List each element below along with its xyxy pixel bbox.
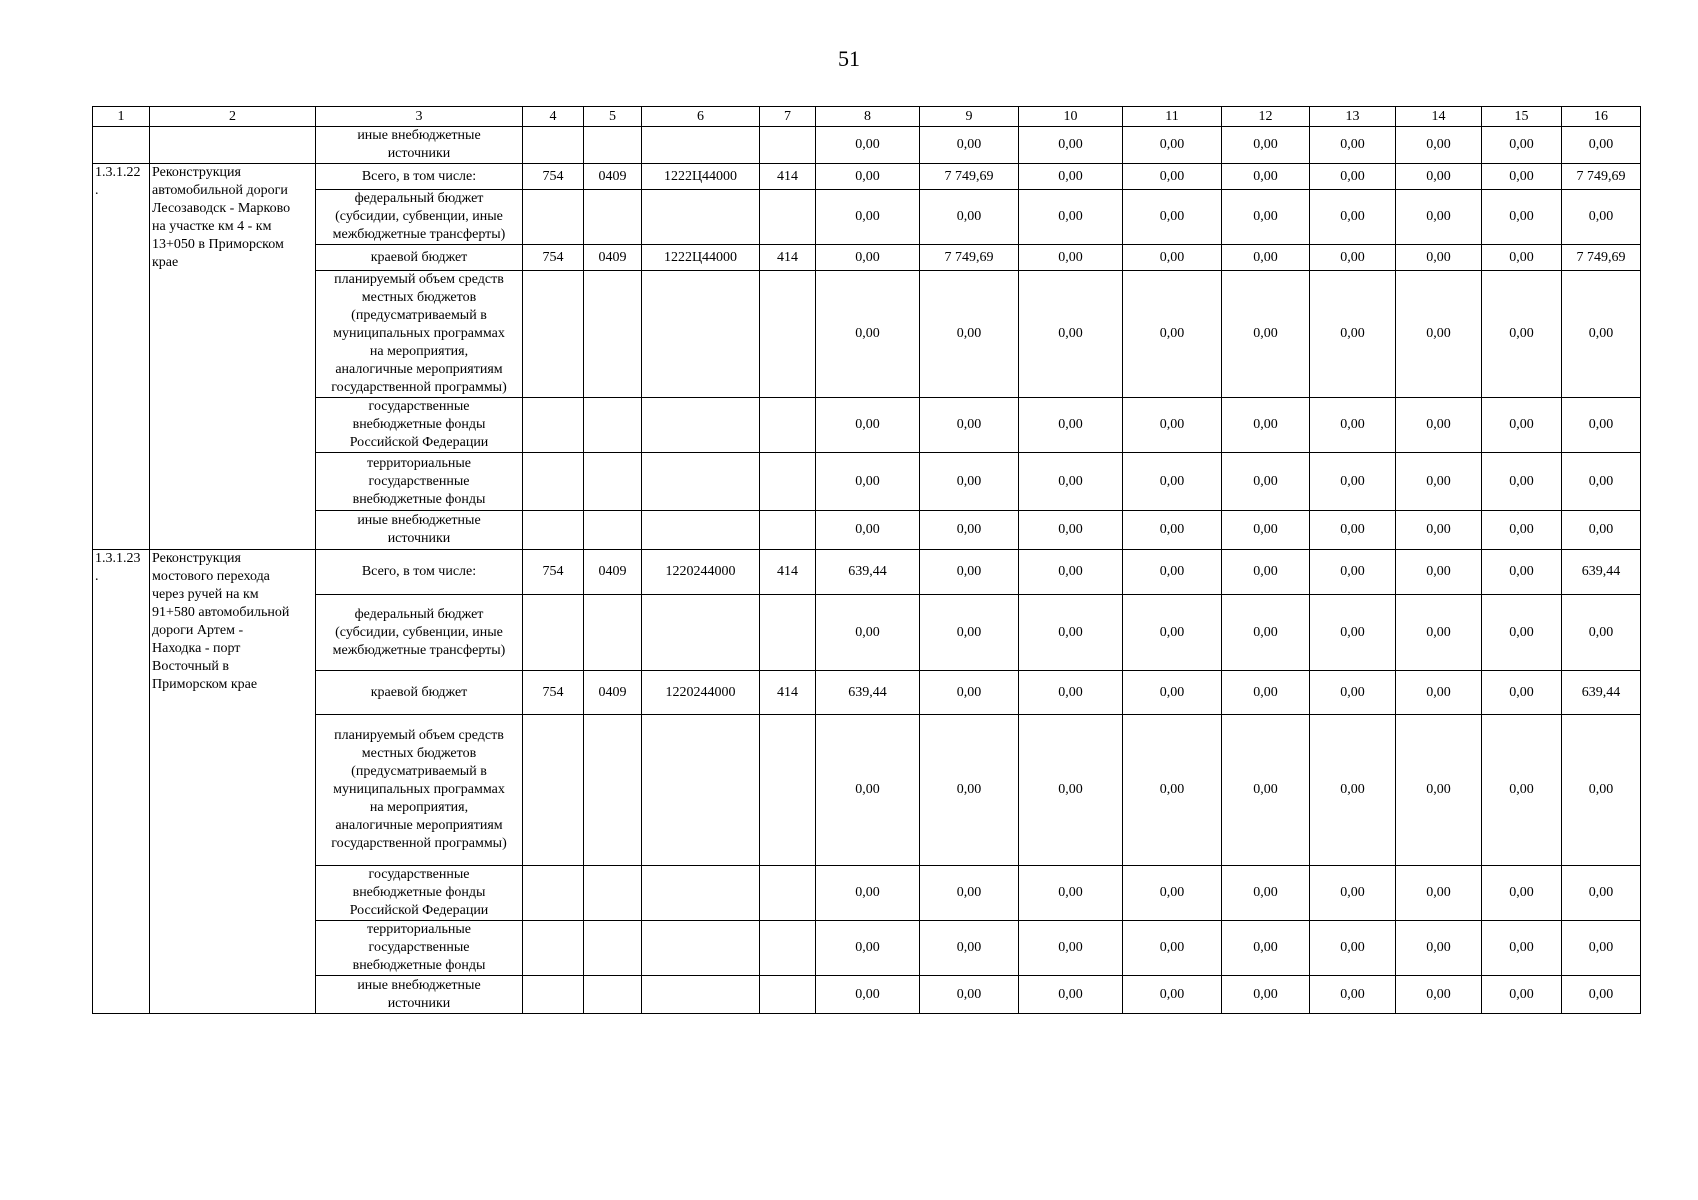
value-cell: 0,00 bbox=[1396, 866, 1482, 921]
value-cell: 0,00 bbox=[1123, 190, 1222, 245]
value-cell: 0,00 bbox=[1222, 271, 1310, 398]
value-cell: 0,00 bbox=[816, 245, 920, 271]
value-cell: 0,00 bbox=[1482, 671, 1562, 715]
source-cell: территориальные государственные внебюджетные фонды bbox=[316, 453, 523, 511]
value-cell: 0,00 bbox=[1019, 127, 1123, 164]
value-cell: 0,00 bbox=[1019, 245, 1123, 271]
source-cell: государственные внебюджетные фонды Российской Федерации bbox=[316, 398, 523, 453]
table-row bbox=[93, 671, 1641, 715]
value-cell: 0,00 bbox=[816, 164, 920, 190]
value-cell: 0,00 bbox=[1482, 550, 1562, 595]
code-column-cell: 1222Ц44000 bbox=[642, 245, 760, 271]
value-cell: 0,00 bbox=[1123, 866, 1222, 921]
code-column-cell bbox=[760, 976, 816, 1014]
measure-code: 1.3.1.22 . bbox=[93, 164, 150, 550]
value-cell: 0,00 bbox=[1562, 511, 1641, 550]
value-cell: 639,44 bbox=[1562, 550, 1641, 595]
code-column-cell: 1222Ц44000 bbox=[642, 164, 760, 190]
value-cell: 0,00 bbox=[1562, 715, 1641, 866]
value-cell: 0,00 bbox=[920, 715, 1019, 866]
code-column-cell bbox=[584, 866, 642, 921]
value-cell: 0,00 bbox=[1482, 921, 1562, 976]
code-column-cell bbox=[584, 511, 642, 550]
value-cell: 0,00 bbox=[1482, 976, 1562, 1014]
value-cell: 0,00 bbox=[1396, 921, 1482, 976]
code-column-cell bbox=[584, 271, 642, 398]
code-column-cell bbox=[760, 715, 816, 866]
value-cell: 0,00 bbox=[920, 595, 1019, 671]
value-cell: 0,00 bbox=[1222, 127, 1310, 164]
code-column-cell bbox=[642, 398, 760, 453]
value-cell: 0,00 bbox=[1396, 164, 1482, 190]
header-row bbox=[93, 107, 1641, 127]
code-column-cell bbox=[584, 976, 642, 1014]
code-column-cell bbox=[584, 595, 642, 671]
value-cell: 0,00 bbox=[1562, 271, 1641, 398]
value-cell: 0,00 bbox=[816, 866, 920, 921]
value-cell: 0,00 bbox=[1562, 398, 1641, 453]
code-column-cell: 754 bbox=[523, 245, 584, 271]
column-header: 2 bbox=[150, 107, 316, 127]
measure-name: Реконструкция мостового перехода через ручей на км 91+580 автомобильной дороги Артем - Находка - порт Восточный в Приморском крае bbox=[150, 550, 316, 1014]
value-cell: 0,00 bbox=[1310, 595, 1396, 671]
value-cell: 0,00 bbox=[1123, 921, 1222, 976]
value-cell: 7 749,69 bbox=[1562, 245, 1641, 271]
code-column-cell bbox=[584, 127, 642, 164]
value-cell: 0,00 bbox=[1019, 164, 1123, 190]
code-column-cell: 414 bbox=[760, 245, 816, 271]
source-cell: планируемый объем средств местных бюджетов (предусматриваемый в муниципальных программах на мероприятия, аналогичные мероприятиям государственной программы) bbox=[316, 271, 523, 398]
value-cell: 0,00 bbox=[816, 271, 920, 398]
value-cell: 0,00 bbox=[920, 453, 1019, 511]
source-cell: государственные внебюджетные фонды Российской Федерации bbox=[316, 866, 523, 921]
value-cell: 0,00 bbox=[1310, 671, 1396, 715]
value-cell: 0,00 bbox=[1562, 453, 1641, 511]
value-cell: 0,00 bbox=[1123, 245, 1222, 271]
code-column-cell bbox=[523, 511, 584, 550]
value-cell: 0,00 bbox=[1019, 511, 1123, 550]
table-row bbox=[93, 866, 1641, 921]
source-cell: планируемый объем средств местных бюджетов (предусматриваемый в муниципальных программах на мероприятия, аналогичные мероприятиям государственной программы) bbox=[316, 715, 523, 866]
value-cell: 0,00 bbox=[1562, 127, 1641, 164]
value-cell: 0,00 bbox=[1123, 976, 1222, 1014]
code-column-cell: 0409 bbox=[584, 550, 642, 595]
code-column-cell bbox=[760, 271, 816, 398]
value-cell: 0,00 bbox=[1562, 190, 1641, 245]
value-cell: 0,00 bbox=[1396, 550, 1482, 595]
value-cell: 0,00 bbox=[1123, 671, 1222, 715]
code-column-cell bbox=[760, 190, 816, 245]
value-cell: 0,00 bbox=[1222, 976, 1310, 1014]
value-cell: 0,00 bbox=[1396, 453, 1482, 511]
table-row bbox=[93, 190, 1641, 245]
code-column-cell bbox=[760, 921, 816, 976]
column-header: 14 bbox=[1396, 107, 1482, 127]
code-column-cell bbox=[760, 127, 816, 164]
code-column-cell bbox=[760, 511, 816, 550]
code-column-cell: 754 bbox=[523, 164, 584, 190]
value-cell: 0,00 bbox=[1396, 976, 1482, 1014]
code-column-cell: 754 bbox=[523, 550, 584, 595]
value-cell: 0,00 bbox=[1222, 190, 1310, 245]
code-column-cell bbox=[642, 453, 760, 511]
code-column-cell: 754 bbox=[523, 671, 584, 715]
value-cell: 0,00 bbox=[1396, 511, 1482, 550]
code-column-cell: 1220244000 bbox=[642, 671, 760, 715]
measure-name: Реконструкция автомобильной дороги Лесозаводск - Марково на участке км 4 - км 13+050 в Приморском крае bbox=[150, 164, 316, 550]
value-cell: 0,00 bbox=[1310, 245, 1396, 271]
table-row bbox=[93, 550, 1641, 595]
source-cell: Всего, в том числе: bbox=[316, 164, 523, 190]
value-cell: 0,00 bbox=[1482, 866, 1562, 921]
value-cell: 0,00 bbox=[1123, 164, 1222, 190]
value-cell: 0,00 bbox=[1222, 715, 1310, 866]
value-cell: 0,00 bbox=[1222, 595, 1310, 671]
source-cell: краевой бюджет bbox=[316, 245, 523, 271]
code-column-cell bbox=[642, 866, 760, 921]
value-cell: 0,00 bbox=[1019, 715, 1123, 866]
value-cell: 0,00 bbox=[920, 127, 1019, 164]
code-column-cell bbox=[523, 921, 584, 976]
code-column-cell bbox=[760, 866, 816, 921]
value-cell: 0,00 bbox=[1482, 271, 1562, 398]
column-header: 15 bbox=[1482, 107, 1562, 127]
code-column-cell bbox=[584, 921, 642, 976]
value-cell: 0,00 bbox=[920, 976, 1019, 1014]
value-cell: 0,00 bbox=[1482, 398, 1562, 453]
column-header: 3 bbox=[316, 107, 523, 127]
code-column-cell bbox=[642, 127, 760, 164]
value-cell: 0,00 bbox=[920, 511, 1019, 550]
value-cell: 0,00 bbox=[1222, 511, 1310, 550]
value-cell: 0,00 bbox=[920, 271, 1019, 398]
value-cell: 0,00 bbox=[1019, 398, 1123, 453]
code-column-cell bbox=[523, 190, 584, 245]
value-cell: 0,00 bbox=[1123, 511, 1222, 550]
value-cell: 0,00 bbox=[1019, 866, 1123, 921]
source-cell: федеральный бюджет (субсидии, субвенции, иные межбюджетные трансферты) bbox=[316, 595, 523, 671]
table-row bbox=[93, 976, 1641, 1014]
value-cell: 0,00 bbox=[920, 921, 1019, 976]
value-cell: 0,00 bbox=[1482, 127, 1562, 164]
value-cell: 0,00 bbox=[1310, 976, 1396, 1014]
value-cell: 0,00 bbox=[1482, 715, 1562, 866]
code-column-cell bbox=[523, 271, 584, 398]
name-cell bbox=[150, 127, 316, 164]
value-cell: 0,00 bbox=[1310, 271, 1396, 398]
value-cell: 0,00 bbox=[1123, 127, 1222, 164]
value-cell: 0,00 bbox=[1123, 715, 1222, 866]
value-cell: 0,00 bbox=[1396, 127, 1482, 164]
column-header: 11 bbox=[1123, 107, 1222, 127]
value-cell: 0,00 bbox=[1310, 921, 1396, 976]
value-cell: 0,00 bbox=[1482, 511, 1562, 550]
value-cell: 0,00 bbox=[1222, 453, 1310, 511]
column-header: 16 bbox=[1562, 107, 1641, 127]
table-row bbox=[93, 595, 1641, 671]
table-row bbox=[93, 921, 1641, 976]
code-cell bbox=[93, 127, 150, 164]
code-column-cell: 414 bbox=[760, 550, 816, 595]
value-cell: 0,00 bbox=[816, 398, 920, 453]
column-header: 4 bbox=[523, 107, 584, 127]
column-header: 6 bbox=[642, 107, 760, 127]
column-header: 5 bbox=[584, 107, 642, 127]
value-cell: 7 749,69 bbox=[1562, 164, 1641, 190]
value-cell: 0,00 bbox=[920, 671, 1019, 715]
value-cell: 0,00 bbox=[1562, 595, 1641, 671]
value-cell: 0,00 bbox=[1482, 245, 1562, 271]
value-cell: 0,00 bbox=[920, 398, 1019, 453]
budget-table bbox=[92, 106, 1641, 1014]
value-cell: 0,00 bbox=[1222, 164, 1310, 190]
value-cell: 0,00 bbox=[1396, 271, 1482, 398]
value-cell: 0,00 bbox=[1123, 595, 1222, 671]
value-cell: 0,00 bbox=[920, 550, 1019, 595]
code-column-cell bbox=[584, 190, 642, 245]
source-cell: иные внебюджетные источники bbox=[316, 511, 523, 550]
code-column-cell bbox=[523, 866, 584, 921]
value-cell: 0,00 bbox=[1019, 595, 1123, 671]
value-cell: 0,00 bbox=[816, 190, 920, 245]
value-cell: 0,00 bbox=[816, 511, 920, 550]
column-header: 8 bbox=[816, 107, 920, 127]
value-cell: 0,00 bbox=[1482, 164, 1562, 190]
value-cell: 0,00 bbox=[1019, 976, 1123, 1014]
code-column-cell bbox=[523, 127, 584, 164]
value-cell: 0,00 bbox=[1019, 271, 1123, 398]
value-cell: 639,44 bbox=[816, 550, 920, 595]
column-header: 12 bbox=[1222, 107, 1310, 127]
code-column-cell bbox=[642, 715, 760, 866]
value-cell: 0,00 bbox=[1123, 453, 1222, 511]
code-column-cell: 0409 bbox=[584, 671, 642, 715]
value-cell: 0,00 bbox=[1310, 511, 1396, 550]
value-cell: 0,00 bbox=[1396, 715, 1482, 866]
table-row bbox=[93, 245, 1641, 271]
value-cell: 0,00 bbox=[1562, 921, 1641, 976]
table-row bbox=[93, 453, 1641, 511]
measure-code: 1.3.1.23 . bbox=[93, 550, 150, 1014]
value-cell: 0,00 bbox=[1123, 550, 1222, 595]
value-cell: 0,00 bbox=[816, 715, 920, 866]
column-header: 13 bbox=[1310, 107, 1396, 127]
code-column-cell bbox=[642, 976, 760, 1014]
value-cell: 0,00 bbox=[1310, 398, 1396, 453]
value-cell: 0,00 bbox=[1222, 921, 1310, 976]
column-header: 9 bbox=[920, 107, 1019, 127]
code-column-cell bbox=[523, 398, 584, 453]
code-column-cell bbox=[584, 715, 642, 866]
value-cell: 639,44 bbox=[816, 671, 920, 715]
code-column-cell bbox=[584, 453, 642, 511]
code-column-cell bbox=[523, 453, 584, 511]
page-number: 51 bbox=[838, 46, 860, 71]
value-cell: 0,00 bbox=[1310, 550, 1396, 595]
value-cell: 0,00 bbox=[1310, 190, 1396, 245]
code-column-cell bbox=[642, 190, 760, 245]
value-cell: 0,00 bbox=[1222, 550, 1310, 595]
code-column-cell bbox=[523, 595, 584, 671]
value-cell: 0,00 bbox=[1019, 921, 1123, 976]
value-cell: 0,00 bbox=[1310, 715, 1396, 866]
value-cell: 0,00 bbox=[1019, 453, 1123, 511]
code-column-cell bbox=[642, 271, 760, 398]
value-cell: 0,00 bbox=[920, 190, 1019, 245]
value-cell: 0,00 bbox=[1019, 190, 1123, 245]
value-cell: 0,00 bbox=[816, 453, 920, 511]
column-header: 7 bbox=[760, 107, 816, 127]
value-cell: 0,00 bbox=[1310, 866, 1396, 921]
code-column-cell bbox=[760, 398, 816, 453]
source-cell: территориальные государственные внебюджетные фонды bbox=[316, 921, 523, 976]
code-column-cell bbox=[523, 976, 584, 1014]
table-row bbox=[93, 715, 1641, 866]
source-cell: федеральный бюджет (субсидии, субвенции, иные межбюджетные трансферты) bbox=[316, 190, 523, 245]
code-column-cell bbox=[523, 715, 584, 866]
value-cell: 0,00 bbox=[1019, 671, 1123, 715]
value-cell: 0,00 bbox=[816, 921, 920, 976]
source-cell: Всего, в том числе: bbox=[316, 550, 523, 595]
value-cell: 0,00 bbox=[1396, 245, 1482, 271]
value-cell: 0,00 bbox=[1396, 595, 1482, 671]
value-cell: 0,00 bbox=[1396, 671, 1482, 715]
code-column-cell: 0409 bbox=[584, 164, 642, 190]
code-column-cell bbox=[642, 921, 760, 976]
value-cell: 0,00 bbox=[1310, 127, 1396, 164]
table-row bbox=[93, 511, 1641, 550]
value-cell: 0,00 bbox=[1222, 866, 1310, 921]
value-cell: 0,00 bbox=[816, 595, 920, 671]
value-cell: 0,00 bbox=[1222, 671, 1310, 715]
value-cell: 0,00 bbox=[920, 866, 1019, 921]
value-cell: 0,00 bbox=[1396, 398, 1482, 453]
code-column-cell: 1220244000 bbox=[642, 550, 760, 595]
code-column-cell: 414 bbox=[760, 671, 816, 715]
value-cell: 0,00 bbox=[1396, 190, 1482, 245]
source-cell: краевой бюджет bbox=[316, 671, 523, 715]
table-row bbox=[93, 164, 1641, 190]
table-row bbox=[93, 127, 1641, 164]
column-header: 10 bbox=[1019, 107, 1123, 127]
code-column-cell bbox=[584, 398, 642, 453]
value-cell: 0,00 bbox=[1562, 976, 1641, 1014]
table-row bbox=[93, 398, 1641, 453]
value-cell: 0,00 bbox=[1123, 398, 1222, 453]
code-column-cell: 414 bbox=[760, 164, 816, 190]
value-cell: 0,00 bbox=[1310, 164, 1396, 190]
code-column-cell bbox=[760, 453, 816, 511]
code-column-cell bbox=[642, 511, 760, 550]
code-column-cell: 0409 bbox=[584, 245, 642, 271]
value-cell: 0,00 bbox=[1310, 453, 1396, 511]
source-cell: иные внебюджетные источники bbox=[316, 976, 523, 1014]
value-cell: 639,44 bbox=[1562, 671, 1641, 715]
value-cell: 7 749,69 bbox=[920, 164, 1019, 190]
value-cell: 7 749,69 bbox=[920, 245, 1019, 271]
value-cell: 0,00 bbox=[816, 976, 920, 1014]
table-row bbox=[93, 271, 1641, 398]
code-column-cell bbox=[760, 595, 816, 671]
value-cell: 0,00 bbox=[816, 127, 920, 164]
code-column-cell bbox=[642, 595, 760, 671]
value-cell: 0,00 bbox=[1019, 550, 1123, 595]
column-header: 1 bbox=[93, 107, 150, 127]
value-cell: 0,00 bbox=[1222, 398, 1310, 453]
value-cell: 0,00 bbox=[1562, 866, 1641, 921]
value-cell: 0,00 bbox=[1482, 190, 1562, 245]
value-cell: 0,00 bbox=[1222, 245, 1310, 271]
source-cell: иные внебюджетные источники bbox=[316, 127, 523, 164]
value-cell: 0,00 bbox=[1482, 595, 1562, 671]
value-cell: 0,00 bbox=[1123, 271, 1222, 398]
value-cell: 0,00 bbox=[1482, 453, 1562, 511]
